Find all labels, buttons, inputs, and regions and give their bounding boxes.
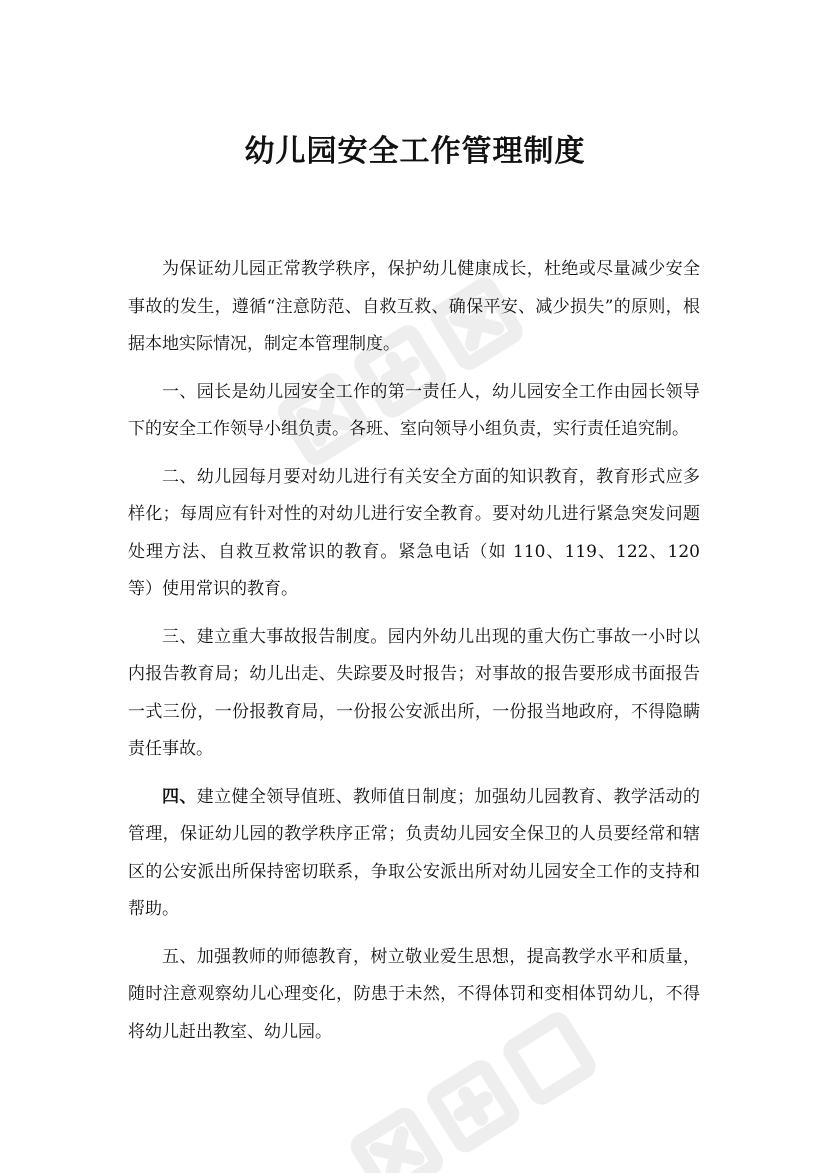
paragraph-4-lead: 四、	[162, 786, 197, 807]
document-body	[128, 251, 700, 1061]
paragraph-1: 一、园长是幼儿园安全工作的第一责任人，幼儿园安全工作由园长领导下的安全工作领导小组负责。各班、室向领导小组负责，实行责任追究制。	[128, 381, 700, 439]
paragraph-5: 五、加强教师的师德教育，树立敬业爱生思想，提高教学水平和质量，随时注意观察幼儿心理变化，防患于未然，不得体罚和变相体罚幼儿，不得将幼儿赶出教室、幼儿园。	[128, 946, 700, 1042]
paragraph-4-text: 建立健全领导值班、教师值日制度；加强幼儿园教育、教学活动的管理，保证幼儿园的教学秩序正常；负责幼儿园安全保卫的人员要经常和辖区的公安派出所保持密切联系，争取公安派出所对幼儿园安全工作的支持和帮助。	[128, 786, 700, 919]
paragraph-4	[128, 779, 700, 929]
paragraph-2: 二、幼儿园每月要对幼儿进行有关安全方面的知识教育，教育形式应多样化；每周应有针对性的对幼儿进行安全教育。要对幼儿进行紧急突发问题处理方法、自救互救常识的教育。紧急电话（如 110、119、122、120 等）使用常识的教育。	[128, 466, 700, 599]
paragraph-3: 三、建立重大事故报告制度。园内外幼儿出现的重大伤亡事故一小时以内报告教育局；幼儿出走、失踪要及时报告；对事故的报告要形成书面报告一式三份，一份报教育局，一份报公安派出所，一份报当地政府，不得隐瞒责任事故。	[128, 626, 700, 759]
document-title: 幼儿园安全工作管理制度	[244, 134, 586, 169]
paragraph-intro: 为保证幼儿园正常教学秩序，保护幼儿健康成长，杜绝或尽量减少安全事故的发生，遵循“注意防范、自救互救、确保平安、减少损失”的原则，根据本地实际情况，制定本管理制度。	[128, 259, 700, 354]
